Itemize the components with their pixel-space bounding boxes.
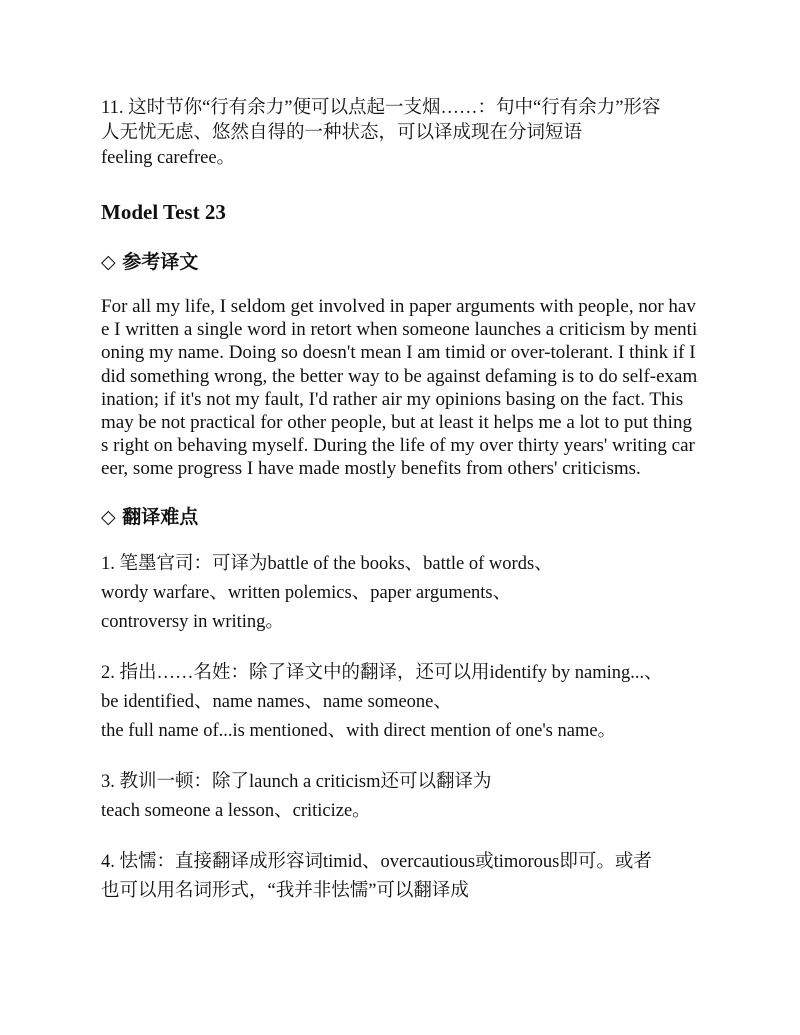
difficulty-item-1 <box>101 550 699 637</box>
note-11-line-3: feeling carefree。 <box>101 148 236 168</box>
reference-translation-heading: ◇ 参考译文 <box>101 251 199 273</box>
difficulty-item-3-line-2: teach someone a lesson、criticize。 <box>101 800 371 821</box>
difficulty-item-3 <box>101 768 699 826</box>
difficulty-item-2 <box>101 659 699 746</box>
reference-translation-text: For all my life, I seldom get involved in paper arguments with people, nor have I written a single word in retort when someone launches a criticism by mentioning my name. Doing so doesn't mean I am timid or over-tolerant. I think if I did something wrong, the better way to be against defaming is to do self-examination; if it's not my fault, I'd rather air my opinions basing on the fact. This may be not practical for other people, but at least it helps me a lot to put things right on behaving myself. During the life of my over thirty years' writing career, some progress I have made mostly benefits from others' criticisms. <box>101 296 698 480</box>
difficulty-item-1-line-3: controversy in writing。 <box>101 611 284 632</box>
translation-difficulties-heading: ◇ 翻译难点 <box>101 505 199 528</box>
document-page <box>101 96 699 928</box>
note-11 <box>101 96 699 171</box>
difficulty-item-4-line-1: 4. 怯懦：直接翻译成形容词timid、overcautious或timorous即可。或者 <box>101 851 652 872</box>
difficulty-item-3-line-1: 3. 教训一顿：除了launch a criticism还可以翻译为 <box>101 771 492 792</box>
difficulty-item-1-line-2: wordy warfare、written polemics、paper arguments、 <box>101 582 512 603</box>
difficulty-item-2-line-2: be identified、name names、name someone、 <box>101 691 452 712</box>
model-test-title: Model Test 23 <box>101 200 226 224</box>
difficulty-item-4-line-2: 也可以用名词形式，“我并非怯懦”可以翻译成 <box>101 880 469 901</box>
difficulty-item-1-line-1: 1. 笔墨官司：可译为battle of the books、battle of words、 <box>101 553 553 574</box>
difficulty-item-2-line-1: 2. 指出……名姓：除了译文中的翻译，还可以用identify by naming...、 <box>101 662 663 683</box>
difficulty-item-4 <box>101 848 699 906</box>
difficulty-item-2-line-3: the full name of...is mentioned、with direct mention of one's name。 <box>101 720 617 741</box>
note-11-line-1: 11. 这时节你“行有余力”便可以点起一支烟……：句中“行有余力”形容 <box>101 98 661 118</box>
note-11-line-2: 人无忧无虑、悠然自得的一种状态，可以译成现在分词短语 <box>101 123 583 143</box>
